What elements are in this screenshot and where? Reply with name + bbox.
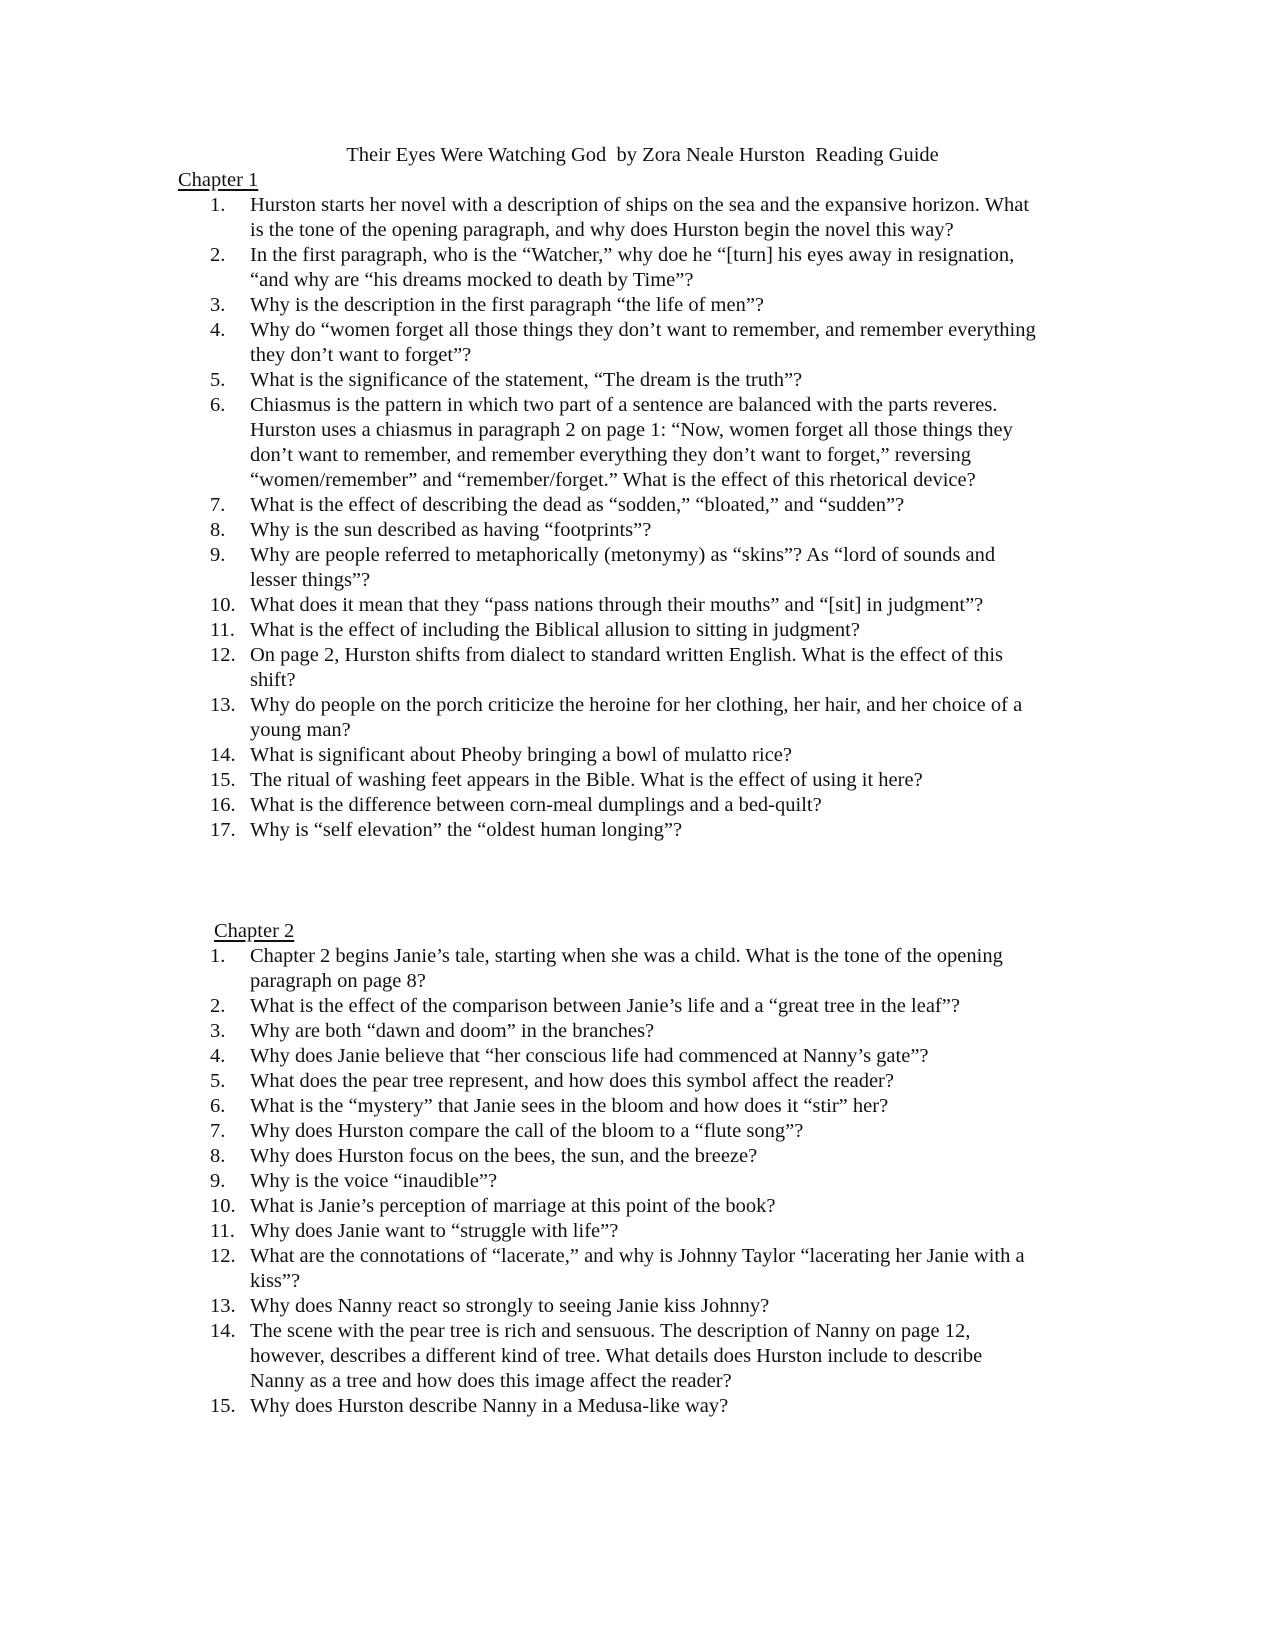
question-item: [0, 944, 1040, 994]
chapter-1-question-list: [0, 193, 1275, 843]
question-text: Why is the voice “inaudible”?: [250, 1170, 498, 1192]
question-text: Why is the sun described as having “footprints”?: [250, 519, 652, 541]
question-number: 10.: [210, 594, 236, 616]
chapter-2-question-list: [0, 944, 1275, 1419]
question-text: Why does Hurston focus on the bees, the sun, and the breeze?: [250, 1145, 758, 1167]
question-number: 11.: [210, 619, 235, 641]
question-number: 11.: [210, 1220, 235, 1242]
question-number: 14.: [210, 744, 236, 766]
question-item: [0, 493, 1040, 518]
question-item: [0, 643, 1040, 693]
question-text: Hurston starts her novel with a description of ships on the sea and the expansive horizon. What is the tone of the opening paragraph, and why does Hurston begin the novel this way?: [250, 194, 1030, 241]
chapter-2-heading: Chapter 2: [214, 920, 295, 942]
question-item: [0, 193, 1040, 243]
question-text: Why is “self elevation” the “oldest human longing”?: [250, 819, 683, 841]
question-number: 7.: [210, 1120, 226, 1142]
question-item: [0, 618, 1040, 643]
question-number: 5.: [210, 1070, 226, 1092]
question-item: [0, 1019, 1040, 1044]
question-item: [0, 743, 1040, 768]
question-number: 8.: [210, 1145, 226, 1167]
question-item: [0, 293, 1040, 318]
question-number: 6.: [210, 394, 226, 416]
question-item: [0, 818, 1040, 843]
question-item: [0, 994, 1040, 1019]
question-number: 2.: [210, 995, 226, 1017]
question-text: Chapter 2 begins Janie’s tale, starting when she was a child. What is the tone of the opening paragraph on page 8?: [250, 945, 1003, 992]
chapter-1-heading: Chapter 1: [178, 169, 259, 191]
question-text: Why does Janie believe that “her conscious life had commenced at Nanny’s gate”?: [250, 1045, 929, 1067]
question-number: 13.: [210, 1295, 236, 1317]
question-item: [0, 1044, 1040, 1069]
question-number: 3.: [210, 294, 226, 316]
question-item: [0, 593, 1040, 618]
question-text: Why are people referred to metaphorically (metonymy) as “skins”? As “lord of sounds and lesser things”?: [250, 544, 996, 591]
question-item: [0, 1119, 1040, 1144]
question-item: [0, 1069, 1040, 1094]
question-text: The scene with the pear tree is rich and sensuous. The description of Nanny on page 12, however, describes a different kind of tree. What details does Hurston include to describe Nanny as a tree and how does this image affect the reader?: [250, 1320, 983, 1392]
question-number: 8.: [210, 519, 226, 541]
question-number: 2.: [210, 244, 226, 266]
question-text: What are the connotations of “lacerate,” and why is Johnny Taylor “lacerating her Janie with a kiss”?: [250, 1245, 1025, 1292]
question-text: Chiasmus is the pattern in which two part of a sentence are balanced with the parts reveres. Hurston uses a chiasmus in paragraph 2 on page 1: “Now, women forget all those things they don’t want to remember, and remember everything they don’t want to forget,” reversing “women/remember” and “remember/forget.” What is the effect of this rhetorical device?: [250, 394, 1013, 491]
question-text: What is the effect of describing the dead as “sodden,” “bloated,” and “sudden”?: [250, 494, 905, 516]
question-number: 1.: [210, 194, 226, 216]
question-item: [0, 518, 1040, 543]
question-text: Why does Nanny react so strongly to seeing Janie kiss Johnny?: [250, 1295, 770, 1317]
question-number: 9.: [210, 1170, 226, 1192]
question-item: [0, 318, 1040, 368]
question-item: [0, 1094, 1040, 1119]
question-number: 15.: [210, 1395, 236, 1417]
question-text: What is the significance of the statement, “The dream is the truth”?: [250, 369, 803, 391]
question-number: 1.: [210, 945, 226, 967]
question-text: Why are both “dawn and doom” in the branches?: [250, 1020, 655, 1042]
question-text: What is the effect of including the Biblical allusion to sitting in judgment?: [250, 619, 860, 641]
question-text: Why do people on the porch criticize the heroine for her clothing, her hair, and her choice of a young man?: [250, 694, 1023, 741]
question-item: [0, 1219, 1040, 1244]
question-text: Why do “women forget all those things they don’t want to remember, and remember everything they don’t want to forget”?: [250, 319, 1036, 366]
question-item: [0, 1319, 1040, 1394]
question-number: 10.: [210, 1195, 236, 1217]
question-text: What is the effect of the comparison between Janie’s life and a “great tree in the leaf”?: [250, 995, 960, 1017]
question-number: 15.: [210, 769, 236, 791]
question-item: [0, 543, 1040, 593]
question-item: [0, 693, 1040, 743]
question-text: What does it mean that they “pass nations through their mouths” and “[sit] in judgment”?: [250, 594, 984, 616]
question-text: Why does Hurston compare the call of the bloom to a “flute song”?: [250, 1120, 804, 1142]
question-text: What is significant about Pheoby bringing a bowl of mulatto rice?: [250, 744, 792, 766]
question-item: [0, 1294, 1040, 1319]
question-number: 12.: [210, 1245, 236, 1267]
question-number: 14.: [210, 1320, 236, 1342]
question-number: 17.: [210, 819, 236, 841]
question-number: 6.: [210, 1095, 226, 1117]
question-item: [0, 368, 1040, 393]
question-item: [0, 243, 1040, 293]
question-number: 12.: [210, 644, 236, 666]
question-item: [0, 393, 1040, 493]
question-number: 3.: [210, 1020, 226, 1042]
question-item: [0, 1144, 1040, 1169]
question-number: 9.: [210, 544, 226, 566]
question-number: 4.: [210, 319, 226, 341]
question-text: What does the pear tree represent, and how does this symbol affect the reader?: [250, 1070, 894, 1092]
question-item: [0, 1169, 1040, 1194]
question-item: [0, 1194, 1040, 1219]
question-text: What is the difference between corn-meal dumplings and a bed-quilt?: [250, 794, 822, 816]
question-number: 16.: [210, 794, 236, 816]
question-item: [0, 768, 1040, 793]
question-item: [0, 1244, 1040, 1294]
question-number: 7.: [210, 494, 226, 516]
question-text: Why does Hurston describe Nanny in a Medusa-like way?: [250, 1395, 729, 1417]
question-item: [0, 1394, 1040, 1419]
question-text: Why does Janie want to “struggle with life”?: [250, 1220, 619, 1242]
question-text: In the first paragraph, who is the “Watcher,” why doe he “[turn] his eyes away in resignation, “and why are “his dreams mocked to death by Time”?: [250, 244, 1015, 291]
question-number: 4.: [210, 1045, 226, 1067]
question-text: The ritual of washing feet appears in the Bible. What is the effect of using it here?: [250, 769, 923, 791]
question-text: Why is the description in the first paragraph “the life of men”?: [250, 294, 765, 316]
question-text: What is the “mystery” that Janie sees in the bloom and how does it “stir” her?: [250, 1095, 889, 1117]
question-item: [0, 793, 1040, 818]
question-text: On page 2, Hurston shifts from dialect to standard written English. What is the effect of this shift?: [250, 644, 1004, 691]
question-number: 5.: [210, 369, 226, 391]
document-title: Their Eyes Were Watching God by Zora Neale Hurston Reading Guide: [346, 144, 939, 166]
question-number: 13.: [210, 694, 236, 716]
question-text: What is Janie’s perception of marriage at this point of the book?: [250, 1195, 776, 1217]
